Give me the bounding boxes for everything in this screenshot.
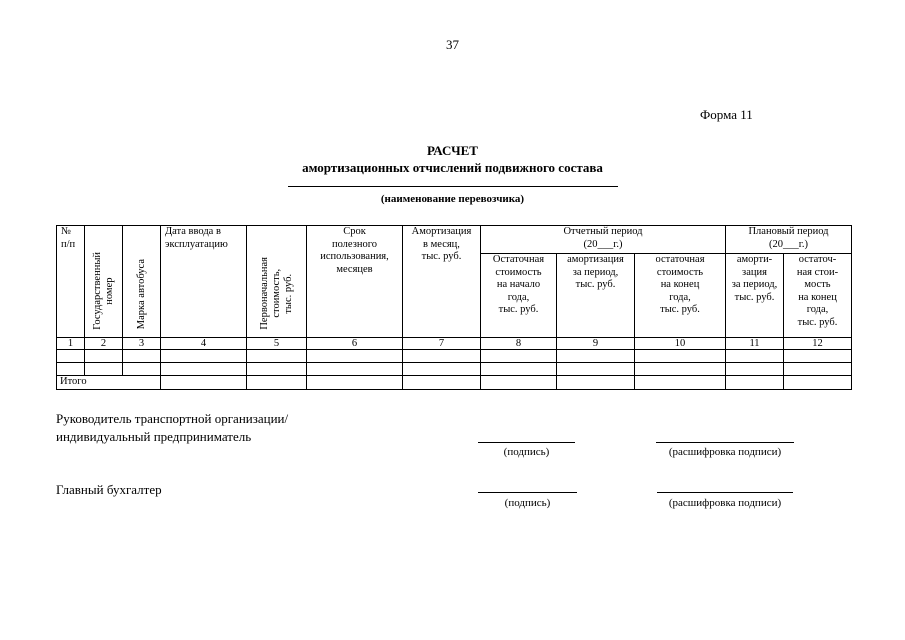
- table-cell[interactable]: [307, 350, 403, 363]
- table-row: [57, 350, 852, 363]
- accountant-decryption-line[interactable]: [657, 492, 793, 493]
- column-number: 1: [57, 338, 85, 350]
- table-cell[interactable]: [161, 363, 247, 376]
- table-cell[interactable]: [557, 376, 635, 390]
- carrier-name-line: [288, 186, 618, 187]
- table-cell[interactable]: [403, 363, 481, 376]
- table-cell[interactable]: [726, 350, 784, 363]
- accountant-signature-line[interactable]: [478, 492, 577, 493]
- table-cell[interactable]: [247, 363, 307, 376]
- manager-label-line1: Руководитель транспортной организации/: [56, 411, 289, 426]
- manager-signature-caption: (подпись): [503, 446, 550, 458]
- carrier-caption: (наименование перевозчика): [380, 193, 525, 205]
- column-number: 3: [123, 338, 161, 350]
- table-cell[interactable]: [481, 376, 557, 390]
- header-row-number: № п/п: [57, 226, 85, 338]
- table-cell[interactable]: [403, 376, 481, 390]
- document-subtitle: амортизационных отчислений подвижного состава: [302, 160, 603, 175]
- header-period-depreciation: амортизация за период, тыс. руб.: [557, 254, 635, 338]
- table-cell[interactable]: [784, 376, 852, 390]
- accountant-label: Главный бухгалтер: [56, 482, 162, 497]
- table-cell[interactable]: [557, 350, 635, 363]
- table-cell[interactable]: [481, 350, 557, 363]
- table-cell[interactable]: [57, 363, 85, 376]
- total-label: Итого: [57, 376, 161, 390]
- form-label: Форма 11: [700, 107, 753, 122]
- document-title: РАСЧЕТ: [427, 143, 478, 158]
- column-number: 5: [247, 338, 307, 350]
- header-reporting-period: Отчетный период (20___г.): [481, 226, 726, 254]
- header-useful-life: Срок полезного использования, месяцев: [307, 226, 403, 338]
- header-planned-residual-end: остаточ- ная стои- мость на конец года, тыс. руб.: [784, 254, 852, 338]
- column-numbers-row: [57, 338, 852, 350]
- table-cell[interactable]: [123, 363, 161, 376]
- table-cell[interactable]: [635, 376, 726, 390]
- table-cell[interactable]: [123, 350, 161, 363]
- manager-signature-line[interactable]: [478, 442, 575, 443]
- table-cell[interactable]: [307, 376, 403, 390]
- table-cell[interactable]: [85, 363, 123, 376]
- column-number: 7: [403, 338, 481, 350]
- column-number: 4: [161, 338, 247, 350]
- table-row: [57, 363, 852, 376]
- column-number: 10: [635, 338, 726, 350]
- header-residual-end: остаточная стоимость на конец года, тыс. руб.: [635, 254, 726, 338]
- table-cell[interactable]: [481, 363, 557, 376]
- table-cell[interactable]: [726, 376, 784, 390]
- page-number: 37: [446, 37, 459, 52]
- table-cell[interactable]: [161, 350, 247, 363]
- table-cell[interactable]: [635, 363, 726, 376]
- header-row-top: [57, 226, 852, 254]
- table-cell[interactable]: [403, 350, 481, 363]
- accountant-signature-caption: (подпись): [504, 497, 551, 509]
- table-cell[interactable]: [557, 363, 635, 376]
- header-state-number: Государственный номер: [85, 226, 123, 338]
- table-cell[interactable]: [307, 363, 403, 376]
- table-cell[interactable]: [247, 350, 307, 363]
- header-planned-depreciation: аморти- зация за период, тыс. руб.: [726, 254, 784, 338]
- table-cell[interactable]: [247, 376, 307, 390]
- manager-decryption-line[interactable]: [656, 442, 794, 443]
- table-cell[interactable]: [726, 363, 784, 376]
- column-number: 8: [481, 338, 557, 350]
- manager-label-line2: индивидуальный предприниматель: [56, 429, 252, 444]
- column-number: 12: [784, 338, 852, 350]
- table-cell[interactable]: [57, 350, 85, 363]
- table-cell[interactable]: [635, 350, 726, 363]
- table-cell[interactable]: [85, 350, 123, 363]
- column-number: 11: [726, 338, 784, 350]
- header-monthly-depreciation: Амортизация в месяц, тыс. руб.: [403, 226, 481, 338]
- depreciation-table: [56, 225, 852, 390]
- header-initial-cost: Первоначальная стоимость, тыс. руб.: [247, 226, 307, 338]
- header-commissioning-date: Дата ввода в эксплуатацию: [161, 226, 247, 338]
- header-residual-start: Остаточная стоимость на начало года, тыс. руб.: [481, 254, 557, 338]
- table-cell[interactable]: [161, 376, 247, 390]
- table-cell[interactable]: [784, 350, 852, 363]
- total-row: [57, 376, 852, 390]
- column-number: 2: [85, 338, 123, 350]
- manager-decryption-caption: (расшифровка подписи): [668, 446, 782, 458]
- column-number: 9: [557, 338, 635, 350]
- header-bus-model: Марка автобуса: [123, 226, 161, 338]
- header-planned-period: Плановый период (20___г.): [726, 226, 852, 254]
- column-number: 6: [307, 338, 403, 350]
- accountant-decryption-caption: (расшифровка подписи): [668, 497, 782, 509]
- table-cell[interactable]: [784, 363, 852, 376]
